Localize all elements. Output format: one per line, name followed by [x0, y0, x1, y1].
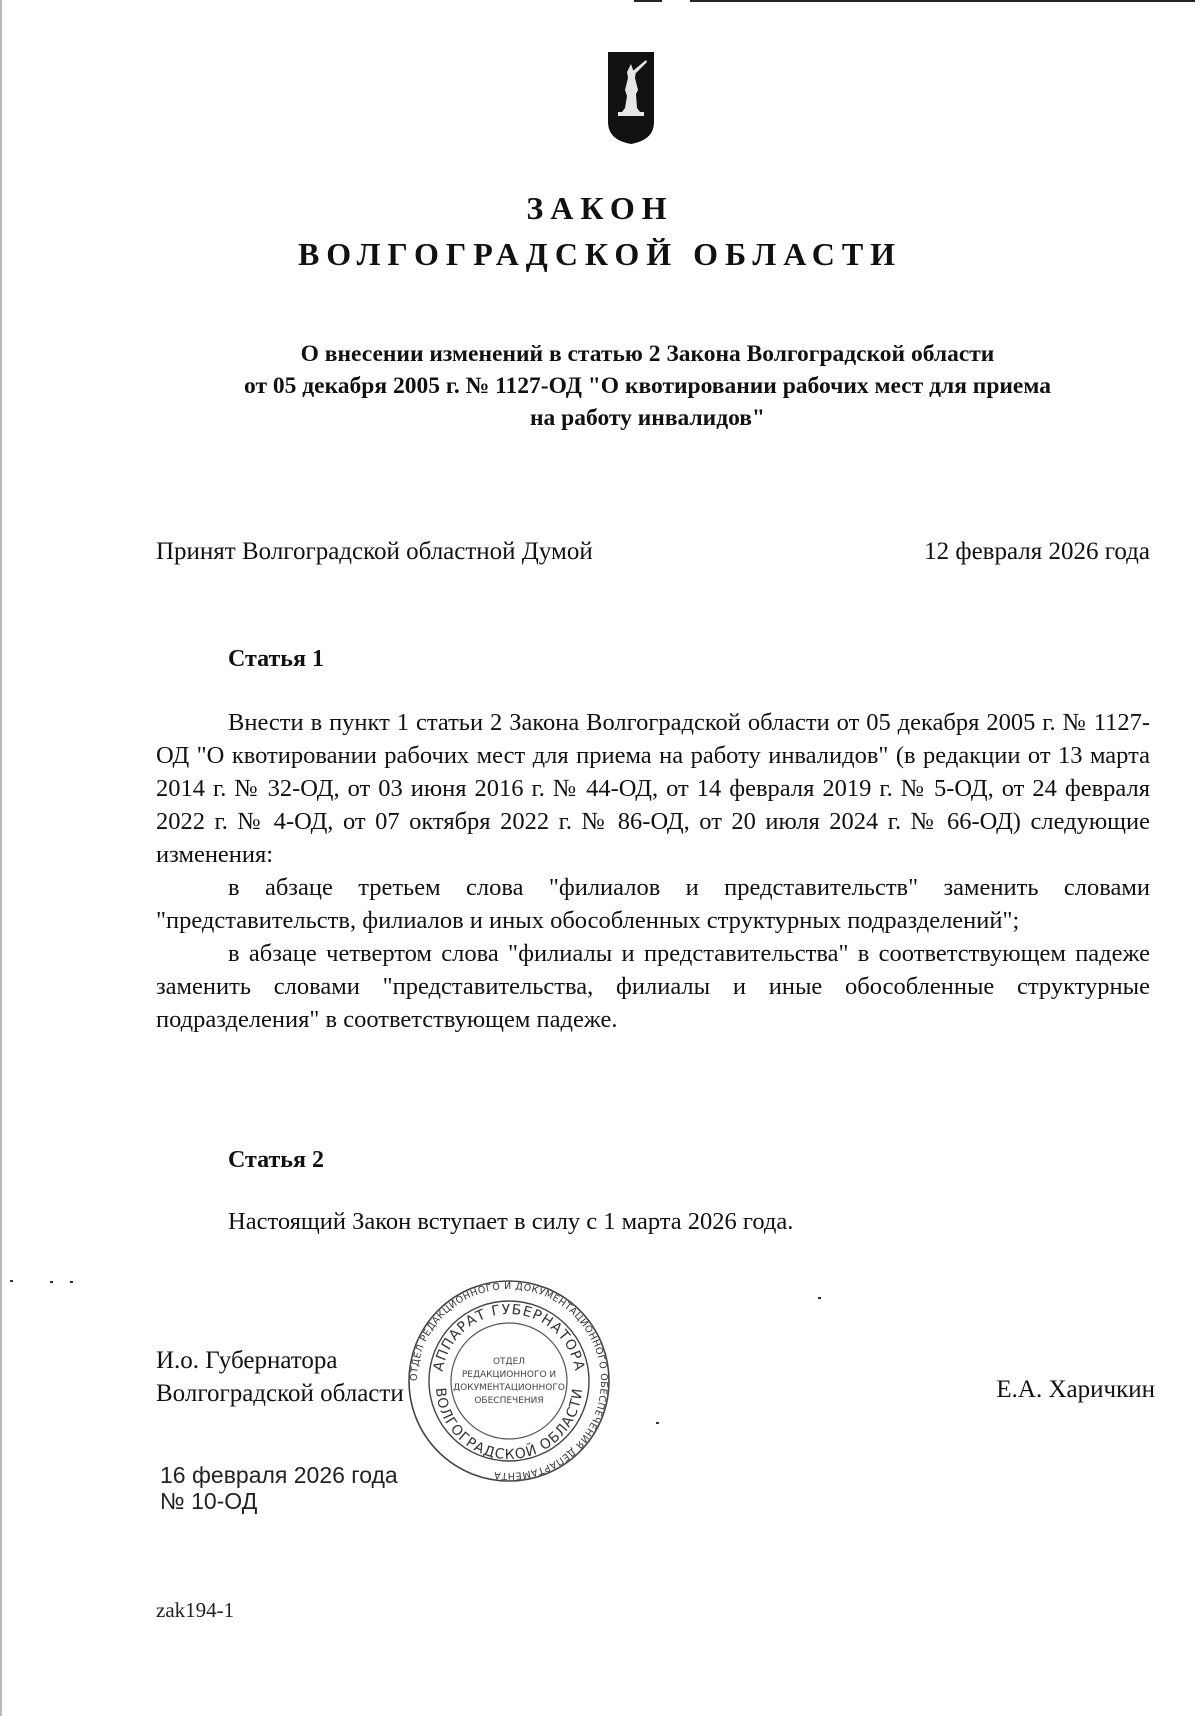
scan-speck [10, 1280, 13, 1282]
signatory-role-line: И.о. Губернатора [156, 1347, 338, 1374]
subtitle-line: на работу инвалидов" [530, 405, 765, 431]
scan-artifact [634, 0, 662, 2]
article-paragraph: в абзаце третьем слова "филиалов и представительств" заменить словами "представительств, филиалов и иных обособленных структурных подразделений"; [156, 874, 1150, 934]
law-number: № 10-ОД [160, 1488, 258, 1514]
stamp-ring-bottom: ВОЛГОГРАДСКОЙ ОБЛАСТИ [431, 1386, 587, 1464]
subtitle-line: от 05 декабря 2005 г. № 1127-ОД "О квотировании рабочих мест для приема [244, 373, 1051, 399]
article-paragraph: Настоящий Закон вступает в силу с 1 марта 2026 года. [228, 1208, 794, 1235]
official-stamp [404, 1278, 614, 1484]
stamp-center-line: РЕДАКЦИОННОГО И [461, 1370, 557, 1380]
signatory-role [156, 1344, 404, 1410]
article-heading: Статья 2 [228, 1147, 324, 1173]
article-heading: Статья 1 [228, 646, 324, 672]
document-reference: zak194-1 [156, 1598, 235, 1622]
stamp-ring-top: АППАРАТ ГУБЕРНАТОРА [430, 1301, 588, 1373]
scan-speck [70, 1281, 73, 1283]
stamp-center-line: ОТДЕЛ [492, 1357, 526, 1367]
signatory-name: Е.А. Харичкин [996, 1376, 1155, 1403]
signing-date-block [160, 1462, 398, 1514]
region-title: ВОЛГОГРАДСКОЙ ОБЛАСТИ [297, 236, 903, 272]
adopted-by: Принят Волгоградской областной Думой [156, 538, 593, 565]
article-paragraph: в абзаце четвертом слова "филиалы и представительства" в соответствующем падеже заменить словами "представительства, филиалы и иные обособленные структурные подразделения" в соответствующем падеже. [156, 940, 1150, 1033]
article-paragraph: Внести в пункт 1 статьи 2 Закона Волгоградской области от 05 декабря 2005 г. № 1127-ОД "О квотировании рабочих мест для приема на работу инвалидов" (в редакции от 13 марта 2014 г. № 32-ОД, от 03 июня 2016 г. № 44-ОД, от 14 февраля 2019 г. № 5-ОД, от 24 февраля 2022 г. № 4-ОД, от 07 октября 2022 г. № 86-ОД, от 20 июля 2024 г. № 66-ОД) следующие изменения: [156, 709, 1150, 868]
stamp-outer-text: ОТДЕЛ РЕДАКЦИОННОГО И ДОКУМЕНТАЦИОННОГО ОБЕСПЕЧЕНИЯ ДЕПАРТАМЕНТА [408, 1280, 610, 1482]
scan-artifact [690, 0, 1195, 2]
signatory-role-line: Волгоградской области [156, 1380, 404, 1407]
article-body [156, 706, 1150, 1036]
scan-speck [656, 1422, 659, 1424]
scan-speck [818, 1297, 821, 1299]
adopted-date: 12 февраля 2026 года [924, 538, 1150, 565]
coat-of-arms-emblem [606, 50, 656, 146]
signing-date: 16 февраля 2026 года [160, 1462, 398, 1488]
stamp-center-line: ОБЕСПЕЧЕНИЯ [474, 1396, 544, 1406]
law-subtitle [150, 338, 1145, 434]
subtitle-line: О внесении изменений в статью 2 Закона Волгоградской области [300, 341, 995, 367]
stamp-center-line: ДОКУМЕНТАЦИОННОГО [453, 1383, 565, 1393]
document-type-title: ЗАКОН [526, 190, 674, 226]
scan-speck [50, 1281, 53, 1283]
